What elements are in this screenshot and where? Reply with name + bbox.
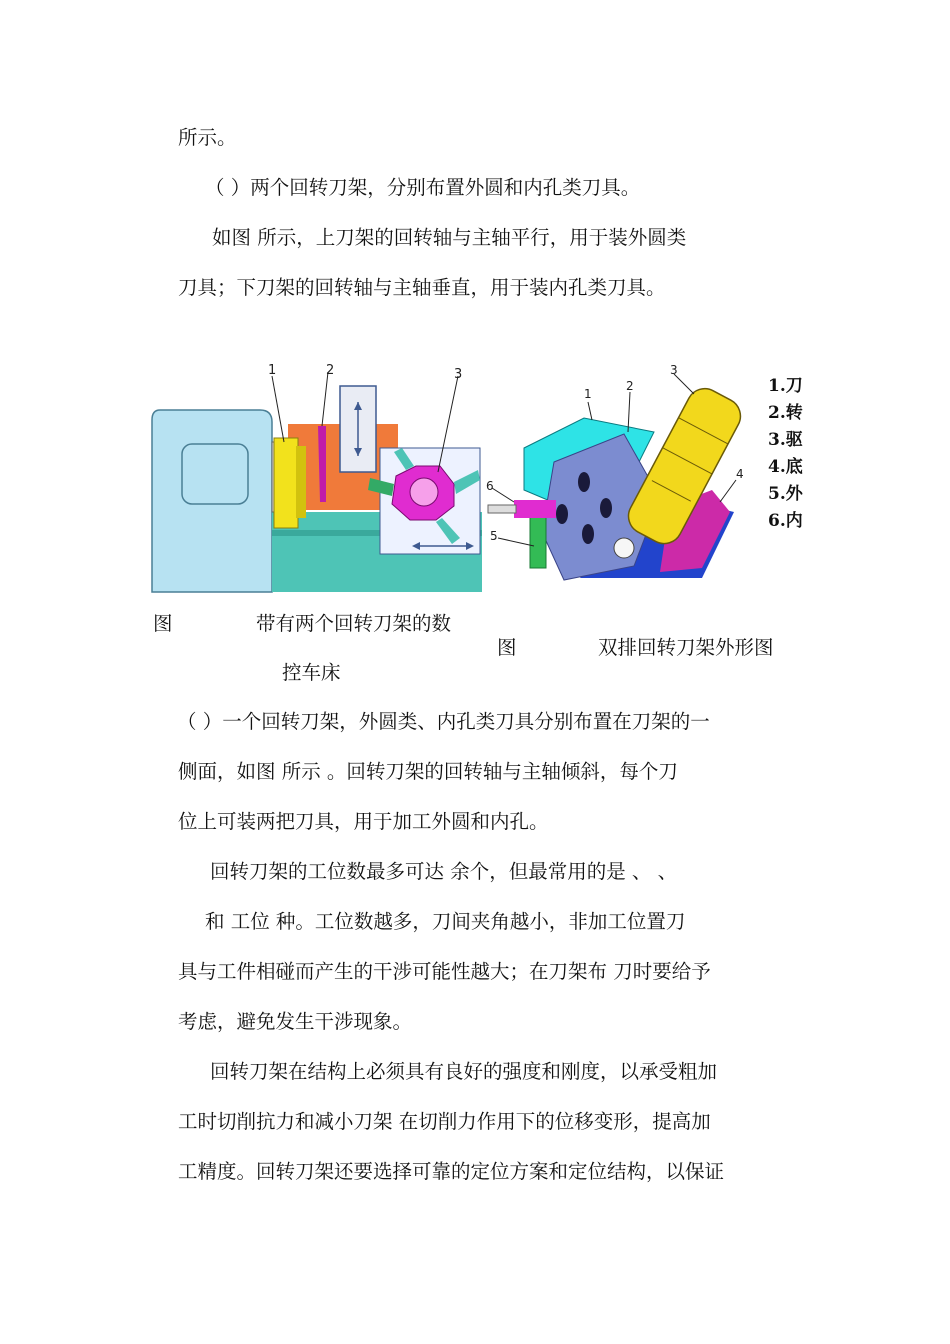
legend-item-5: 5.外 bbox=[768, 484, 803, 504]
para-line-8: 回转刀架的工位数最多可达 余个，但最常用的是 、 、 bbox=[210, 860, 678, 883]
para-line-9: 和 工位 种。工位数越多，刀间夹角越小，非加工位置刀 bbox=[205, 910, 686, 933]
fig1-caption-title: 带有两个回转刀架的数 bbox=[256, 612, 452, 635]
fig2-caption-label: 图 bbox=[497, 636, 517, 659]
fig2-callout-6: 6 bbox=[486, 479, 494, 493]
para-line-1: 所示。 bbox=[178, 126, 237, 149]
para-line-5: （ ）一个回转刀架，外圆类、内孔类刀具分别布置在刀架的一 bbox=[177, 710, 710, 733]
fig2-callout-2: 2 bbox=[626, 379, 634, 393]
legend-item-1: 1.刀 bbox=[768, 376, 803, 396]
fig1-callout-2: 2 bbox=[326, 363, 335, 378]
legend-item-6: 6.内 bbox=[768, 511, 803, 531]
para-line-14: 工精度。回转刀架还要选择可靠的定位方案和定位结构，以保证 bbox=[178, 1160, 725, 1183]
para-line-3: 如图 所示，上刀架的回转轴与主轴平行，用于装外圆类 bbox=[212, 226, 687, 249]
para-line-4: 刀具；下刀架的回转轴与主轴垂直，用于装内孔类刀具。 bbox=[178, 276, 666, 299]
fig2-caption-title: 双排回转刀架外形图 bbox=[598, 636, 774, 659]
fig2-callout-4: 4 bbox=[736, 467, 744, 481]
fig1-caption-title-cont: 控车床 bbox=[282, 661, 341, 684]
fig1-callout-3: 3 bbox=[454, 367, 463, 382]
para-line-12: 回转刀架在结构上必须具有良好的强度和刚度，以承受粗加 bbox=[210, 1060, 718, 1083]
lathe-two-turrets-figure bbox=[148, 362, 484, 598]
legend-item-2: 2.转 bbox=[768, 403, 803, 423]
fig2-callout-5: 5 bbox=[490, 529, 498, 543]
fig1-callout-1: 1 bbox=[268, 363, 277, 378]
legend-item-3: 3.驱 bbox=[768, 430, 803, 450]
double-row-turret-figure bbox=[484, 362, 766, 588]
para-line-2: （ ）两个回转刀架，分别布置外圆和内孔类刀具。 bbox=[205, 176, 641, 199]
para-line-6: 侧面，如图 所示 。回转刀架的回转轴与主轴倾斜，每个刀 bbox=[178, 760, 678, 783]
legend-item-4: 4.底 bbox=[768, 457, 803, 477]
para-line-13: 工时切削抗力和减小刀架 在切削力作用下的位移变形，提高加 bbox=[178, 1110, 711, 1133]
fig2-callout-3: 3 bbox=[670, 363, 678, 377]
para-line-10: 具与工件相碰而产生的干涉可能性越大；在刀架布 刀时要给予 bbox=[178, 960, 711, 983]
para-line-11: 考虑，避免发生干涉现象。 bbox=[178, 1010, 413, 1033]
para-line-7: 位上可装两把刀具，用于加工外圆和内孔。 bbox=[178, 810, 549, 833]
fig1-caption-label: 图 bbox=[153, 612, 173, 635]
fig2-legend bbox=[768, 373, 803, 535]
fig2-callout-1: 1 bbox=[584, 387, 592, 401]
